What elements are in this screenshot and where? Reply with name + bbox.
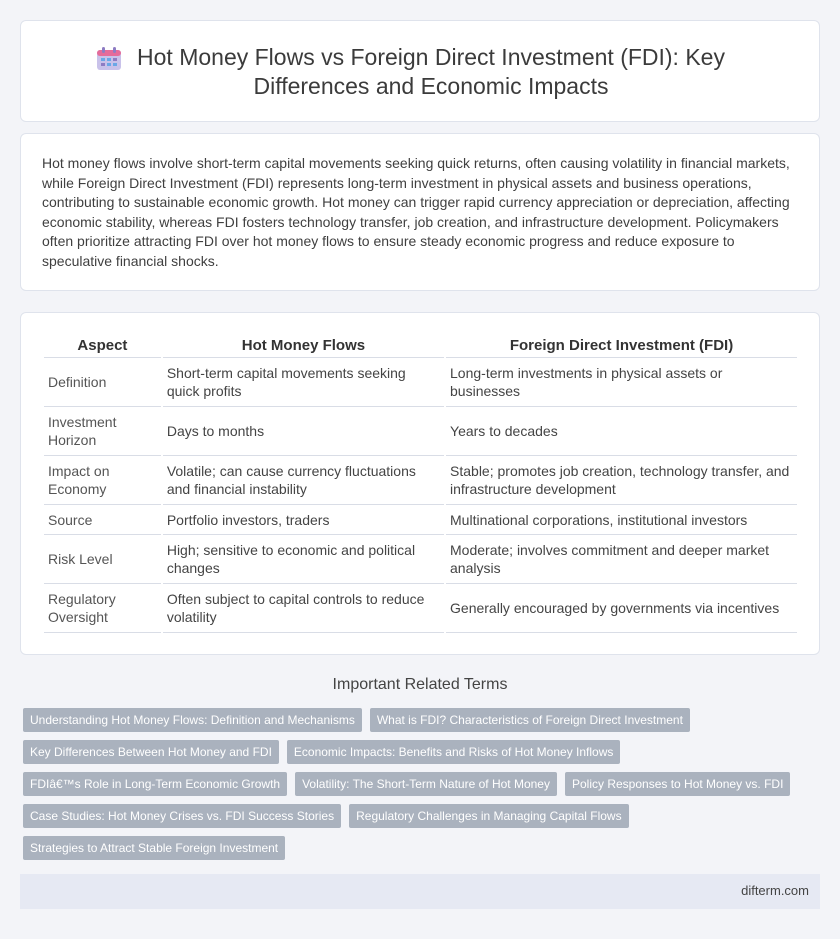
related-term-link[interactable]: FDIâ€™s Role in Long-Term Economic Growth <box>23 772 287 796</box>
row-aspect: Risk Level <box>44 535 161 584</box>
table-row <box>44 456 797 505</box>
row-hot-money: Portfolio investors, traders <box>163 505 444 535</box>
row-aspect: Investment Horizon <box>44 407 161 456</box>
header-fdi: Foreign Direct Investment (FDI) <box>446 333 797 358</box>
row-hot-money: Days to months <box>163 407 444 456</box>
related-term-link[interactable]: Key Differences Between Hot Money and FDI <box>23 740 279 764</box>
comparison-table <box>42 333 799 633</box>
related-term-link[interactable]: What is FDI? Characteristics of Foreign Direct Investment <box>370 708 690 732</box>
header-card <box>20 20 820 122</box>
related-term-link[interactable]: Volatility: The Short-Term Nature of Hot Money <box>295 772 557 796</box>
row-fdi: Stable; promotes job creation, technology transfer, and infrastructure development <box>446 456 797 505</box>
comparison-table-card <box>20 312 820 655</box>
related-term-link[interactable]: Regulatory Challenges in Managing Capital Flows <box>349 804 628 828</box>
related-term-link[interactable]: Understanding Hot Money Flows: Definition and Mechanisms <box>23 708 362 732</box>
row-hot-money: Short-term capital movements seeking quick profits <box>163 358 444 407</box>
row-fdi: Multinational corporations, institutional investors <box>446 505 797 535</box>
table-row <box>44 358 797 407</box>
row-hot-money: Often subject to capital controls to reduce volatility <box>163 584 444 633</box>
row-hot-money: High; sensitive to economic and political changes <box>163 535 444 584</box>
table-row <box>44 584 797 633</box>
related-terms-list <box>23 708 813 860</box>
row-aspect: Source <box>44 505 161 535</box>
header-aspect: Aspect <box>44 333 161 358</box>
row-hot-money: Volatile; can cause currency fluctuations and financial instability <box>163 456 444 505</box>
related-term-link[interactable]: Case Studies: Hot Money Crises vs. FDI Success Stories <box>23 804 341 828</box>
table-row <box>44 407 797 456</box>
row-fdi: Long-term investments in physical assets or businesses <box>446 358 797 407</box>
table-header-row <box>44 333 797 358</box>
row-fdi: Generally encouraged by governments via incentives <box>446 584 797 633</box>
table-row <box>44 505 797 535</box>
header-hot-money: Hot Money Flows <box>163 333 444 358</box>
footer-site-link[interactable]: difterm.com <box>741 883 809 898</box>
row-aspect: Definition <box>44 358 161 407</box>
row-aspect: Impact on Economy <box>44 456 161 505</box>
table-row <box>44 535 797 584</box>
title-wrap <box>21 43 821 101</box>
row-fdi: Moderate; involves commitment and deeper market analysis <box>446 535 797 584</box>
row-aspect: Regulatory Oversight <box>44 584 161 633</box>
footer <box>20 874 820 909</box>
related-term-link[interactable]: Strategies to Attract Stable Foreign Investment <box>23 836 285 860</box>
intro-paragraph: Hot money flows involve short-term capital movements seeking quick returns, often causing volatility in financial markets, while Foreign Direct Investment (FDI) represents long-term investment in physical assets and business operations, contributing to sustainable economic growth. Hot money can trigger rapid currency appreciation or depreciation, affecting economic stability, whereas FDI fosters technology transfer, job creation, and infrastructure development. Policymakers often prioritize attracting FDI over hot money flows to ensure steady economic progress and reduce exposure to speculative financial shocks. <box>42 155 790 269</box>
related-term-link[interactable]: Policy Responses to Hot Money vs. FDI <box>565 772 790 796</box>
related-term-link[interactable]: Economic Impacts: Benefits and Risks of Hot Money Inflows <box>287 740 620 764</box>
related-terms-title: Important Related Terms <box>332 676 508 693</box>
page-title: Hot Money Flows vs Foreign Direct Investment (FDI): Key Differences and Economic Impacts <box>137 44 725 99</box>
intro-card <box>20 133 820 291</box>
row-fdi: Years to decades <box>446 407 797 456</box>
